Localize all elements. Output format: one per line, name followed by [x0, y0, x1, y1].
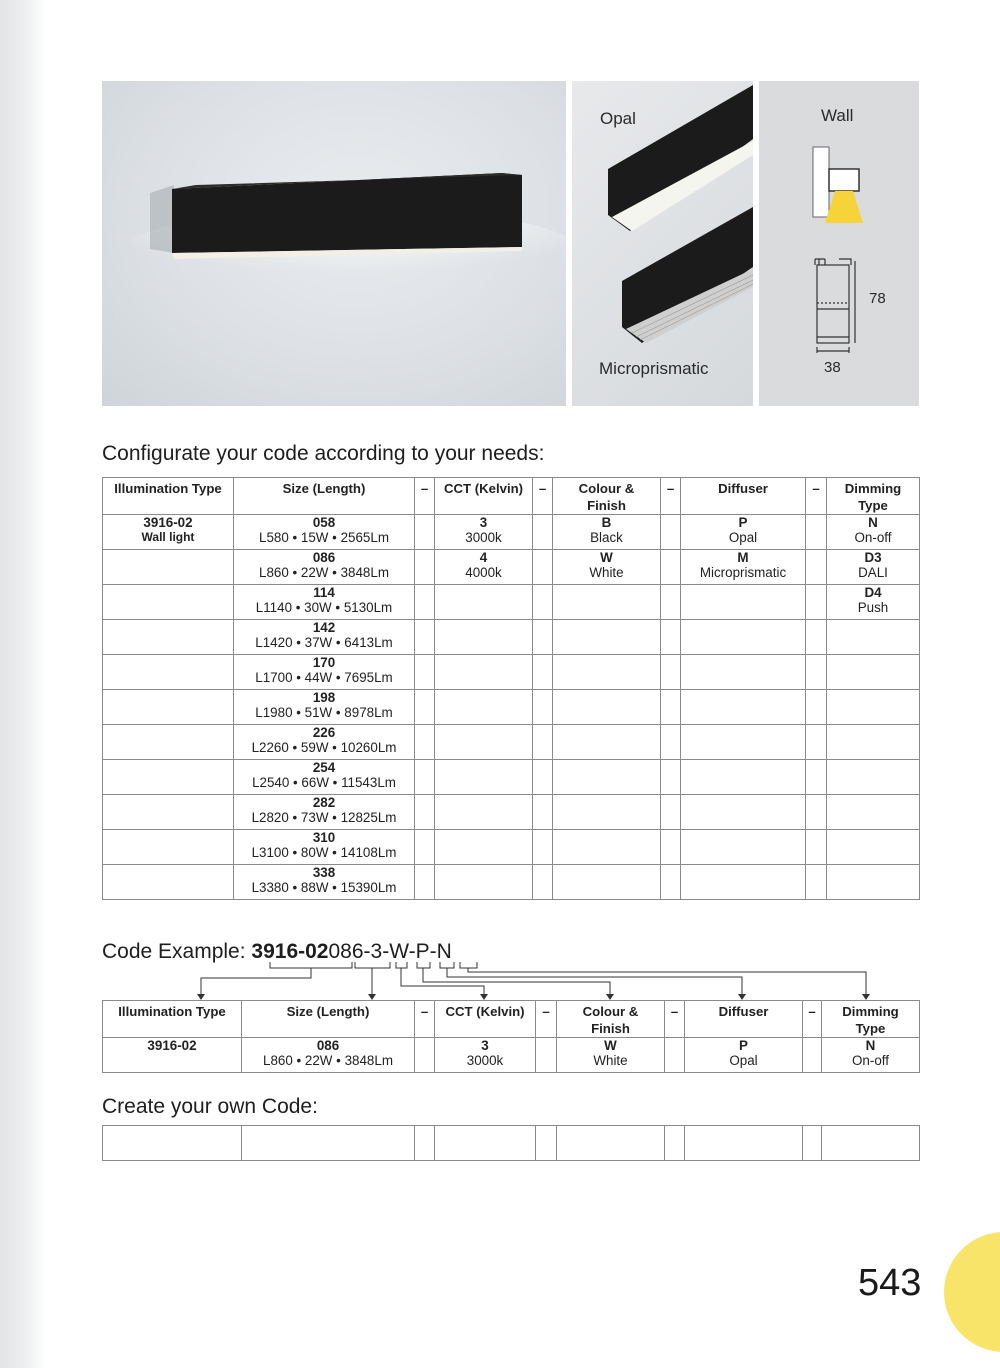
create-size-field[interactable] [242, 1126, 415, 1161]
diffuser-cell-desc: Opal [728, 530, 758, 545]
header-dash: – [536, 1001, 557, 1038]
header-dash: – [661, 478, 681, 515]
header-diffuser: Diffuser [685, 1001, 803, 1038]
code-example-rest: 086-3-W-P-N [328, 940, 452, 963]
size-cell-desc: L860 • 22W • 3848Lm [259, 565, 389, 580]
dash-cell [536, 1126, 557, 1161]
header-size: Size (Length) [242, 1001, 415, 1038]
header-dash: – [803, 1001, 822, 1038]
code-example-table [102, 1000, 920, 1073]
example-header-row [103, 1001, 920, 1038]
example-colour-desc: White [593, 1053, 628, 1068]
example-dimming-code: N [865, 1038, 876, 1053]
example-cct-cell [435, 1038, 536, 1073]
example-diffuser-desc: Opal [729, 1053, 758, 1068]
configure-heading: Configurate your code according to your needs: [102, 442, 545, 465]
example-diffuser-cell [685, 1038, 803, 1073]
wall-label: Wall [821, 106, 854, 125]
dimension-height: 78 [869, 290, 886, 307]
size-cell-desc: L580 • 15W • 2565Lm [259, 530, 389, 545]
size-cell-desc: L1140 • 30W • 5130Lm [255, 600, 393, 615]
page-number-circle [944, 1232, 1000, 1352]
cct-cell-code: 3 [479, 515, 488, 530]
size-cell-code: 310 [312, 830, 336, 845]
size-cell-code: 114 [313, 585, 335, 600]
illumination-code: 3916-02 [143, 515, 193, 530]
cct-cell-code: 4 [479, 550, 488, 565]
example-dimming-cell [822, 1038, 920, 1073]
header-dash: – [806, 478, 827, 515]
example-size-cell [242, 1038, 415, 1073]
size-cell-code: 086 [312, 550, 336, 565]
example-diffuser-code: P [739, 1038, 748, 1053]
colour-cell-desc: White [589, 565, 624, 580]
diffuser-cell-desc: Microprismatic [699, 565, 787, 580]
illumination-desc: Wall light [141, 530, 195, 544]
example-value-row [103, 1038, 920, 1073]
size-cell-desc: L1980 • 51W • 8978Lm [255, 705, 393, 720]
size-cell-desc: L2540 • 66W • 11543Lm [252, 775, 396, 790]
colour-cell-code: B [601, 515, 612, 530]
example-cct-desc: 3000k [466, 1053, 504, 1068]
size-cell-code: 142 [312, 620, 336, 635]
header-dimming-type: Dimming Type [827, 478, 920, 515]
size-cell-desc: L2820 • 73W • 12825Lm [251, 810, 397, 825]
size-cell-code: 282 [312, 795, 336, 810]
dimming-cell-desc: On-off [854, 530, 892, 545]
size-cell-code: 338 [312, 865, 336, 880]
dimming-cell-desc: DALI [858, 565, 888, 580]
dash-cell [665, 1126, 685, 1161]
header-size: Size (Length) [234, 478, 415, 515]
create-dimming-field[interactable] [822, 1126, 920, 1161]
diffuser-cell-code: P [738, 515, 748, 530]
header-illumination-type: Illumination Type [103, 478, 234, 515]
size-cell-code: 170 [312, 655, 336, 670]
create-colour-field[interactable] [557, 1126, 665, 1161]
example-illumination-cell [103, 1038, 242, 1073]
header-dash: – [665, 1001, 685, 1038]
cct-cell-desc: 4000k [465, 565, 502, 580]
size-cell-desc: L3100 • 80W • 14108Lm [251, 845, 397, 860]
size-cell-code: 058 [312, 515, 336, 530]
create-code-row [103, 1126, 920, 1161]
header-dash: – [533, 478, 553, 515]
size-cell-desc: L3380 • 88W • 15390Lm [251, 880, 397, 895]
dimming-cell-code: D3 [864, 550, 882, 565]
colour-cell-code: W [600, 550, 613, 565]
size-cell-desc: L1420 • 37W • 6413Lm [255, 635, 393, 650]
example-colour-code: W [604, 1038, 617, 1053]
header-colour-finish: Colour & Finish [553, 478, 661, 515]
example-dimming-desc: On-off [852, 1053, 889, 1068]
dash-cell [536, 1038, 557, 1073]
example-colour-cell [557, 1038, 665, 1073]
create-code-table [102, 1125, 920, 1161]
size-cell-code: 226 [312, 725, 336, 740]
header-dash: – [415, 478, 435, 515]
code-example-label: Code Example: [102, 940, 246, 963]
microprismatic-label: Microprismatic [599, 359, 709, 378]
create-code-heading: Create your own Code: [102, 1095, 318, 1118]
dash-cell [803, 1038, 822, 1073]
example-size-desc: L860 • 22W • 3848Lm [263, 1053, 393, 1068]
opal-label: Opal [600, 109, 636, 128]
header-cct: CCT (Kelvin) [435, 1001, 536, 1038]
code-example-bold: 3916-02 [251, 940, 329, 963]
colour-cell-desc: Black [590, 530, 623, 545]
dimming-cell-code: D4 [864, 585, 882, 600]
dash-cell [415, 1126, 435, 1161]
example-illumination-code: 3916-02 [147, 1038, 197, 1053]
dash-cell [803, 1126, 822, 1161]
example-size-code: 086 [316, 1038, 340, 1053]
size-cell-desc: L2260 • 59W • 10260Lm [251, 740, 397, 755]
dimming-cell-desc: Push [857, 600, 889, 615]
header-illumination-type: Illumination Type [103, 1001, 242, 1038]
dash-cell [415, 1038, 435, 1073]
create-illumination-field[interactable] [103, 1126, 242, 1161]
dash-cell [665, 1038, 685, 1073]
size-cell-desc: L1700 • 44W • 7695Lm [255, 670, 393, 685]
example-cct-code: 3 [481, 1038, 489, 1053]
size-cell-code: 198 [312, 690, 336, 705]
diffuser-cell-code: M [737, 550, 749, 565]
page-number: 543 [858, 1262, 922, 1304]
size-cell-code: 254 [312, 760, 336, 775]
header-diffuser: Diffuser [681, 478, 806, 515]
header-colour-finish: Colour & Finish [557, 1001, 665, 1038]
header-dash: – [415, 1001, 435, 1038]
header-cct: CCT (Kelvin) [435, 478, 533, 515]
cct-cell-desc: 3000k [465, 530, 502, 545]
dimension-width: 38 [824, 359, 841, 376]
create-cct-field[interactable] [435, 1126, 536, 1161]
dimming-cell-code: N [868, 515, 878, 530]
create-diffuser-field[interactable] [685, 1126, 803, 1161]
header-dimming-type: Dimming Type [822, 1001, 920, 1038]
